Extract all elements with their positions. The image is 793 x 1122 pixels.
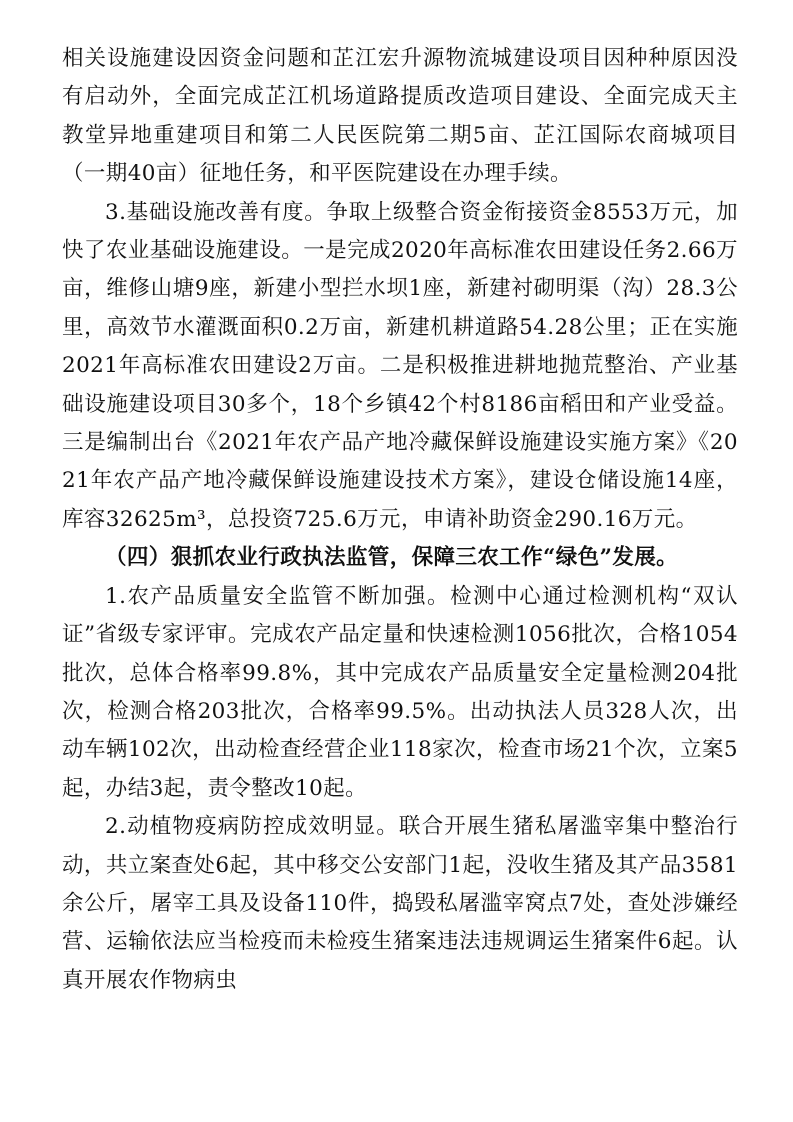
paragraph-quality-supervision: 1.农产品质量安全监管不断加强。检测中心通过检测机构“双认证”省级专家评审。完成农产品定量和快速检测1056批次，合格1054批次，总体合格率99.8%，其中完成农产品质量安全定量检测204批次，检测合格203批次，合格率99.5%。出动执法人员328人次，出动车辆102次，出动检查经营企业118家次，检查市场21个次，立案5起，办结3起，责令整改10起。 [62,583,738,801]
section-heading-4: （四）狠抓农业行政执法监管，保障三农工作“绿色”发展。 [105,545,679,571]
paragraph-continuation: 相关设施建设因资金问题和芷江宏升源物流城建设项目因种种原因没有启动外，全面完成芷江机场道路提质改造项目建设、全面完成天主教堂异地重建项目和第二人民医院第二期5亩、芷江国际农商城项目（一期40亩）征地任务，和平医院建设在办理手续。 [62,46,738,187]
paragraph-infrastructure: 3.基础设施改善有度。争取上级整合资金衔接资金8553万元，加快了农业基础设施建设。一是完成2020年高标准农田建设任务2.66万亩，维修山塘9座，新建小型拦水坝1座，新建衬砌明渠（沟）28.3公里，高效节水灌溉面积0.2万亩，新建机耕道路54.28公里；正在实施2021年高标准农田建设2万亩。二是积极推进耕地抛荒整治、产业基础设施建设项目30多个，18个乡镇42个村8186亩稻田和产业受益。三是编制出台《2021年农产品产地冷藏保鲜设施建设实施方案》《2021年农产品产地冷藏保鲜设施建设技术方案》，建设仓储设施14座，库容32625m³，总投资725.6万元，申请补助资金290.16万元。 [62,199,738,532]
paragraph-disease-control: 2.动植物疫病防控成效明显。联合开展生猪私屠滥宰集中整治行动，共立案查处6起，其中移交公安部门1起，没收生猪及其产品3581余公斤，屠宰工具及设备110件，捣毁私屠滥宰窝点7处，查处涉嫌经营、运输依法应当检疫而未检疫生猪案违法违规调运生猪案件6起。认真开展农作物病虫 [62,814,738,993]
document-page [62,40,738,1000]
